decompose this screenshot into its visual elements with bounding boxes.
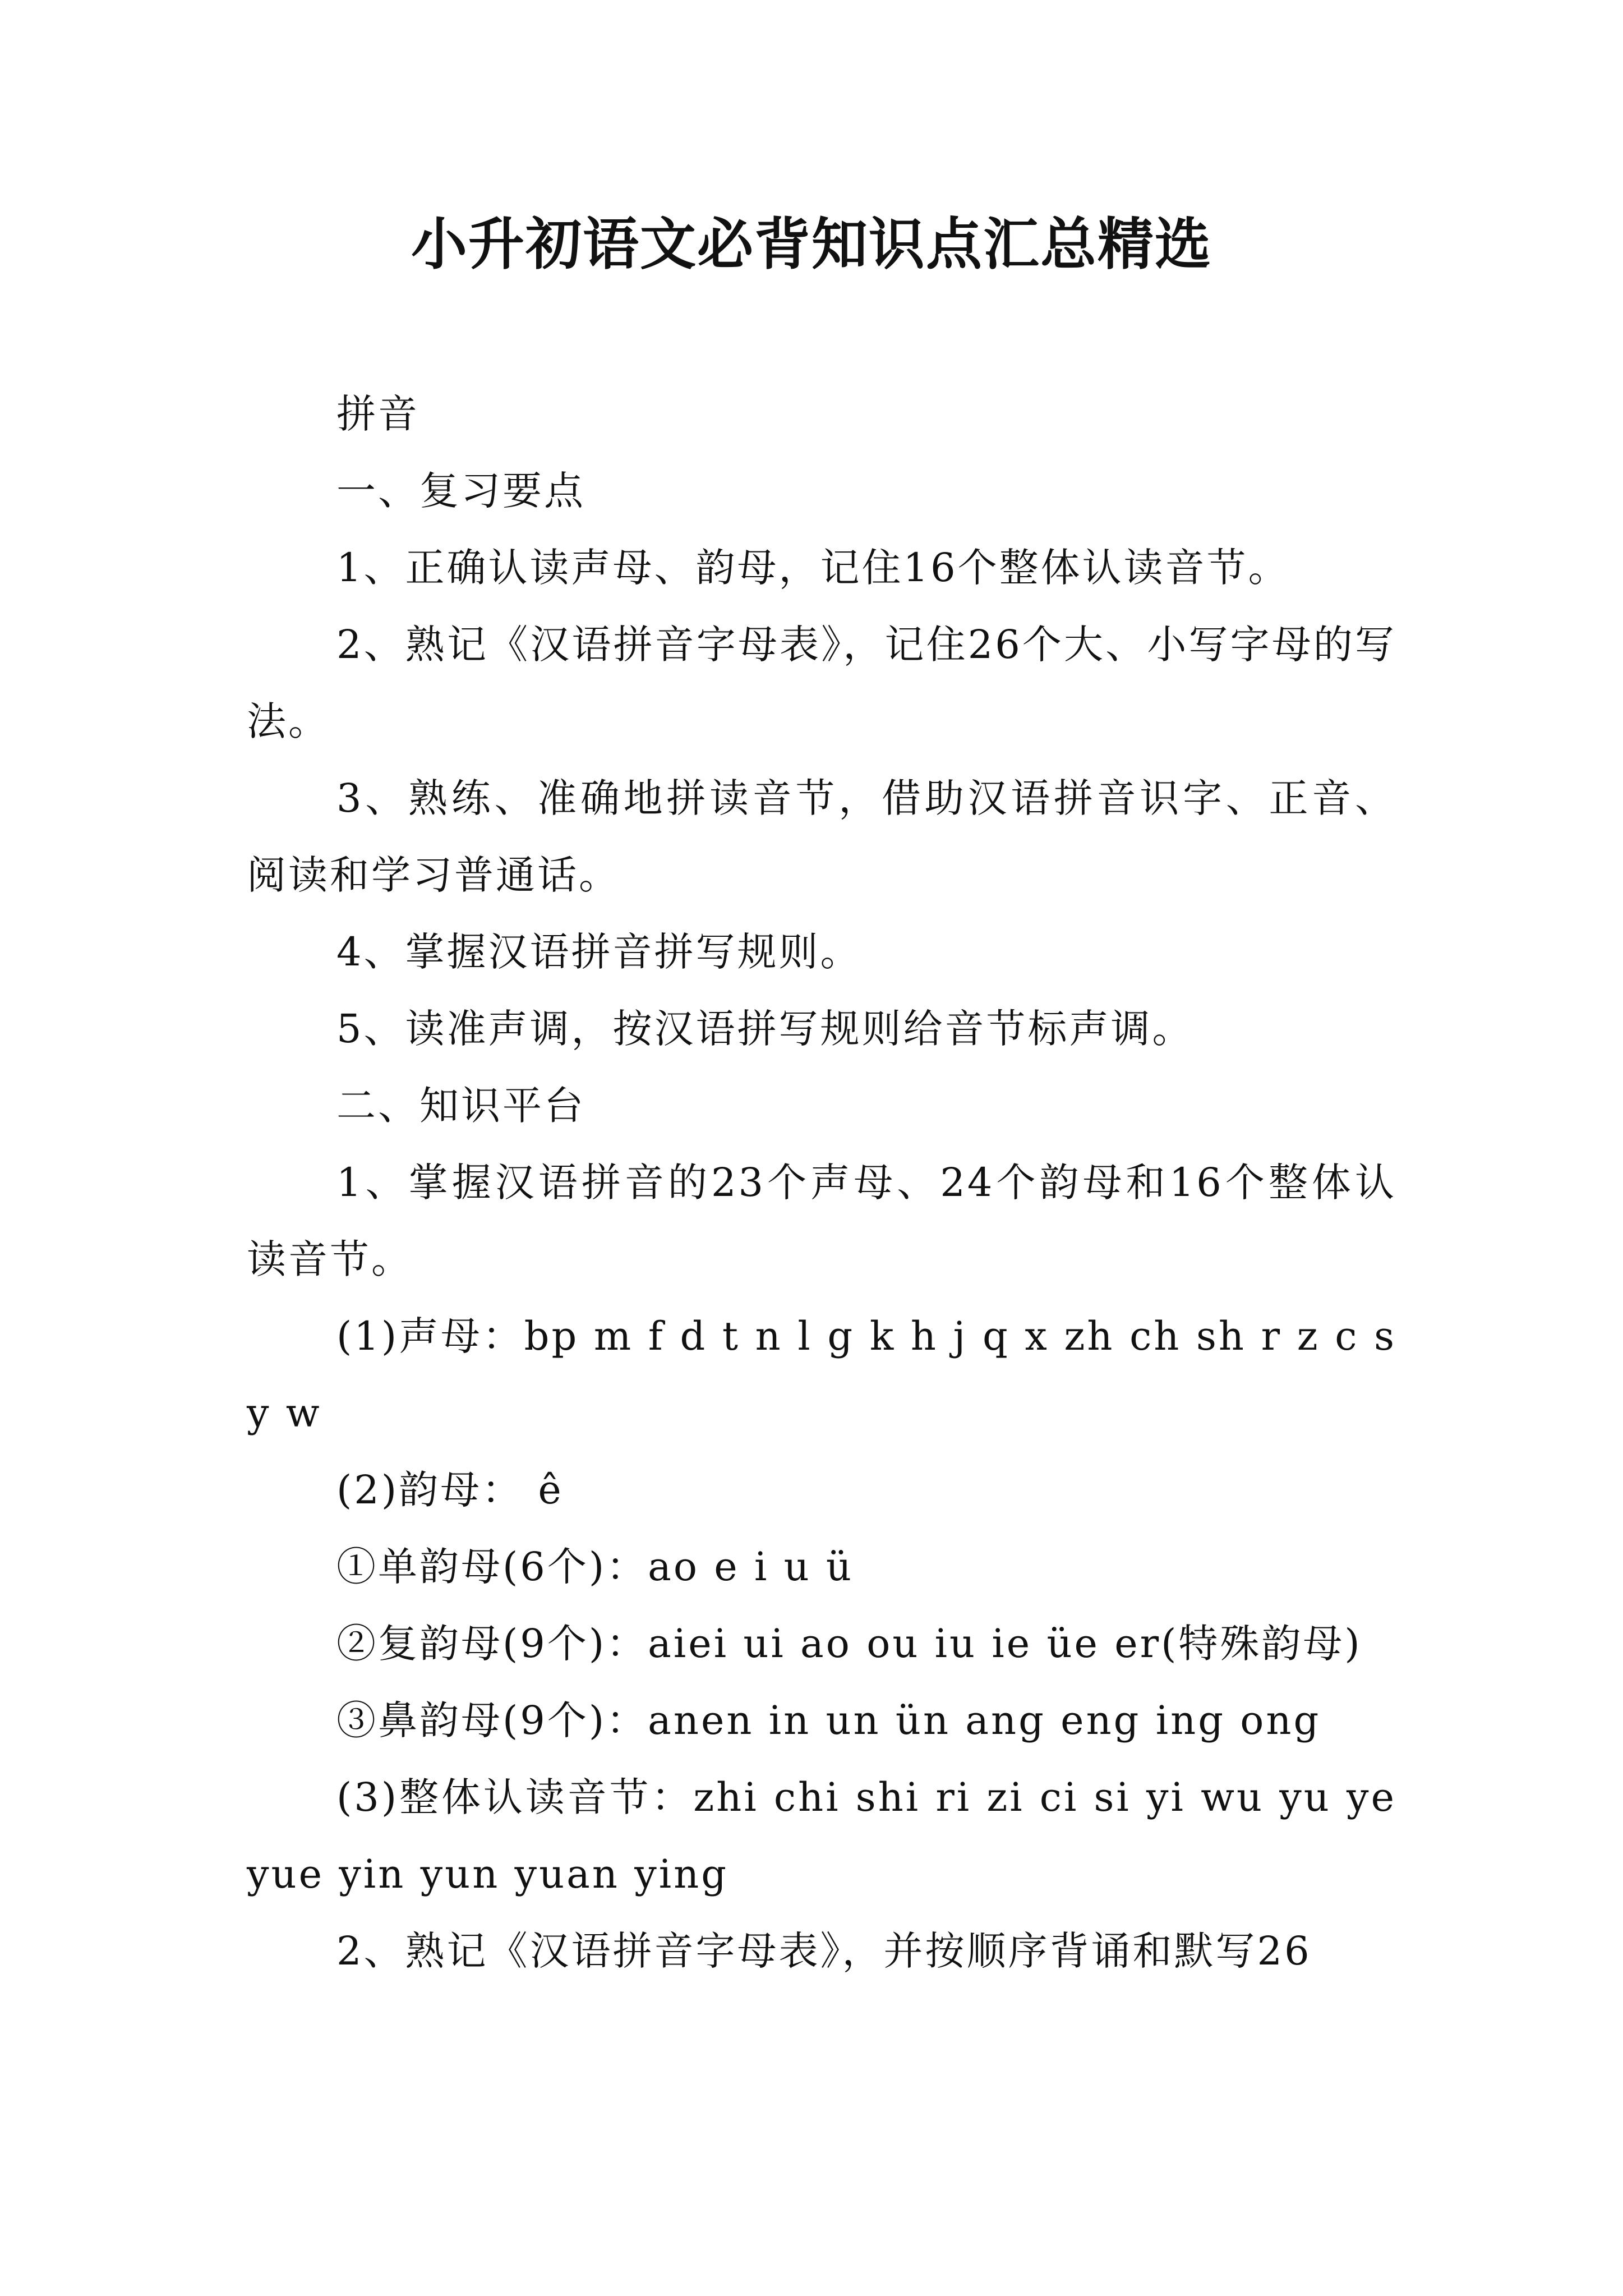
subheading-review-points: 一、复习要点 bbox=[336, 468, 585, 514]
paragraph: 2、熟记《汉语拼音字母表》，记住26个大、小写字母的写法。 bbox=[247, 622, 1396, 744]
paragraph: 1、正确认读声母、韵母，记住16个整体认读音节。 bbox=[336, 545, 1290, 591]
subheading-knowledge-platform: 二、知识平台 bbox=[336, 1083, 585, 1129]
paragraph: 4、掌握汉语拼音拼写规则。 bbox=[336, 929, 862, 975]
paragraph: 5、读准声调，按汉语拼写规则给音节标声调。 bbox=[336, 1006, 1194, 1052]
paragraph: 1、掌握汉语拼音的23个声母、24个韵母和16个整体认读音节。 bbox=[247, 1159, 1396, 1282]
paragraph-nasal-finals: ③鼻韵母(9个)：anen in un ün ang eng ing ong bbox=[336, 1697, 1321, 1743]
paragraph-compound-finals: ②复韵母(9个)：aiei ui ao ou iu ie üe er(特殊韵母) bbox=[336, 1621, 1362, 1667]
paragraph-finals: (2)韵母： ê bbox=[336, 1467, 564, 1513]
paragraph: 2、熟记《汉语拼音字母表》，并按顺序背诵和默写26 bbox=[336, 1928, 1312, 1974]
paragraph-initials: (1)声母：bp m f d t n l g k h j q x zh ch sh r z c s y w bbox=[247, 1313, 1396, 1436]
paragraph-whole-syllables: (3)整体认读音节：zhi chi shi ri zi ci si yi wu yu ye yue yin yun yuan ying bbox=[247, 1774, 1396, 1897]
section-heading-pinyin: 拼音 bbox=[336, 391, 419, 437]
paragraph-simple-finals: ①单韵母(6个)：ao e i u ü bbox=[336, 1544, 854, 1590]
document-body bbox=[247, 376, 1396, 1990]
document-title: 小升初语文必背知识点汇总精选 bbox=[411, 211, 1212, 277]
paragraph: 3、熟练、准确地拼读音节，借助汉语拼音识字、正音、阅读和学习普通话。 bbox=[247, 775, 1396, 898]
